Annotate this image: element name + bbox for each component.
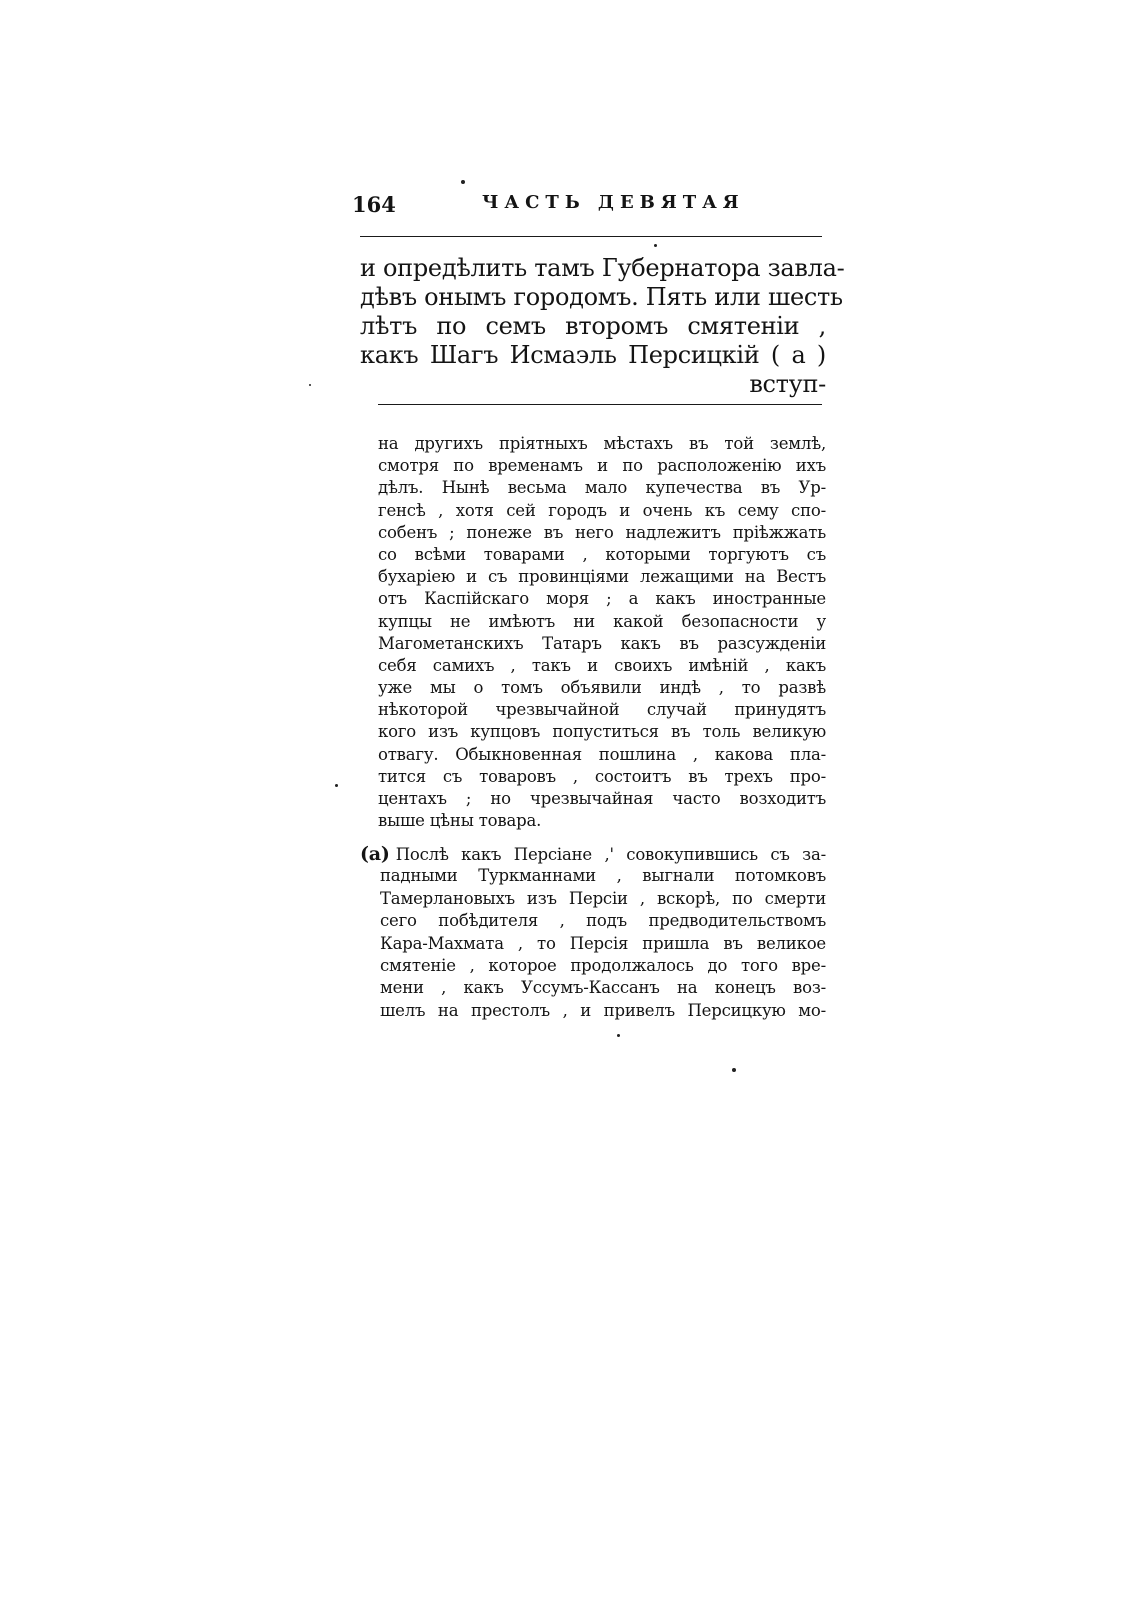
note-line: кого изъ купцовъ попуститься въ толь великую: [378, 722, 826, 742]
note-line: тится съ товаровъ , состоитъ въ трехъ про-: [378, 766, 826, 786]
main-text-line: какъ Шагъ Исмаэль Персицкій ( а ): [360, 341, 826, 369]
note-line: отъ Каспійскаго моря ; а какъ иностранные: [378, 589, 826, 609]
scan-speck: [732, 1068, 736, 1072]
footnote: [360, 843, 826, 1022]
note-line: выше цѣны товара.: [378, 811, 542, 831]
note-line: уже мы о томъ объявили индѣ , то развѣ: [378, 678, 826, 698]
main-text: [360, 254, 845, 399]
note-line: отвагу. Обыкновенная пошлина , какова пла-: [378, 744, 826, 764]
main-text-line: и опредѣлить тамъ Губернатора завла-: [360, 254, 845, 282]
footnote-line-text: Послѣ какъ Персіане ,' совокупившись съ за-: [395, 845, 826, 864]
continued-note: [378, 433, 826, 832]
note-line: бухаріею и съ провинціями лежащими на Вестъ: [378, 567, 826, 587]
footnote-line: Тамерлановыхъ изъ Персіи , вскорѣ, по смерти: [380, 888, 826, 908]
footnote-line: сего побѣдителя , подъ предводительствомъ: [380, 911, 826, 931]
header-rule: [360, 236, 822, 237]
footnote-line: Кара-Махмата , то Персія пришла въ великое: [380, 933, 826, 953]
main-text-line: лѣтъ по семъ второмъ смятеніи ,: [360, 312, 826, 340]
note-line: купцы не имѣютъ ни какой безопасности у: [378, 611, 826, 631]
catchword: вступ-: [749, 370, 826, 398]
note-line: собенъ ; понеже въ него надлежитъ пріѣжжать: [378, 522, 826, 542]
note-line: центахъ ; но чрезвычайная часто возходитъ: [378, 789, 826, 808]
footnote-line: [360, 843, 826, 865]
note-line: со всѣми товарами , которыми торгуютъ съ: [378, 544, 826, 564]
note-separator-rule: [378, 404, 822, 405]
note-line: нѣкоторой чрезвычайной случай принудятъ: [378, 700, 826, 720]
scan-speck: [617, 1034, 620, 1037]
note-line: Магометанскихъ Татаръ какъ въ разсужденіи: [378, 633, 826, 653]
scan-speck: [461, 180, 465, 184]
scan-speck: [654, 244, 657, 247]
main-text-line: дѣвъ онымъ городомъ. Пять или шесть: [360, 283, 843, 311]
page-header: [352, 188, 822, 218]
note-line: дѣлъ. Нынѣ весьма мало купечества въ Ур-: [378, 478, 826, 498]
footnote-line: смятеніе , которое продолжалось до того вре-: [380, 955, 826, 975]
footnote-line: мени , какъ Уссумъ-Кассанъ на конецъ воз-: [380, 978, 826, 998]
running-head: ЧАСТЬ ДЕВЯТАЯ: [482, 192, 745, 213]
note-line: генсѣ , хотя сей городъ и очень къ сему спо-: [378, 500, 826, 520]
scan-speck: [335, 784, 338, 787]
note-line: себя самихъ , такъ и своихъ имѣній , какъ: [378, 655, 826, 675]
footnote-line: падными Туркманнами , выгнали потомковъ: [380, 866, 826, 886]
footnote-marker: (а): [360, 843, 390, 865]
scan-speck: [309, 384, 311, 386]
note-line: на другихъ пріятныхъ мѣстахъ въ той землѣ,: [378, 434, 826, 453]
page-number: 164: [352, 192, 396, 217]
footnote-line: шелъ на престолъ , и привелъ Персицкую мо-: [380, 1000, 826, 1020]
note-line: смотря по временамъ и по расположенію ихъ: [378, 456, 826, 476]
